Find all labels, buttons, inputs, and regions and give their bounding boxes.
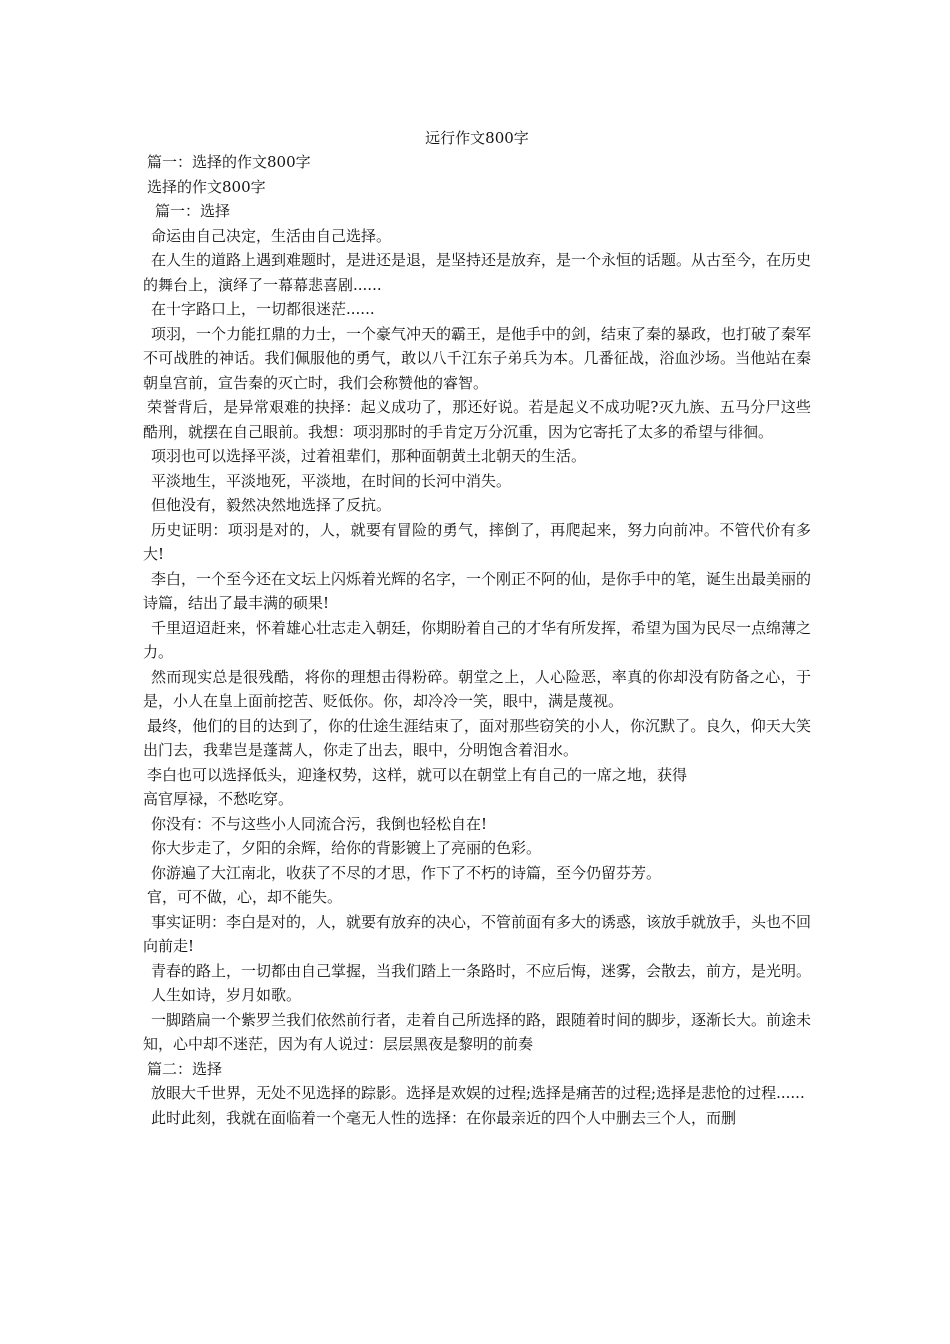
paragraph: 你没有：不与这些小人同流合污，我倒也轻松自在!	[151, 814, 488, 833]
paragraph: 青春的路上，一切都由自己掌握，当我们踏上一条路时，不应后悔，迷雾，会散去，前方，是光明。	[151, 961, 812, 980]
paragraph: 事实证明：李白是对的，人，就要有放弃的决心，不管前面有多大的诱惑，该放手就放手，头也不回向前走!	[143, 912, 812, 955]
paragraph: 你大步走了，夕阳的余辉，给你的背影镀上了亮丽的色彩。	[151, 839, 542, 857]
document-body	[143, 150, 811, 1130]
paragraph: 放眼大千世界，无处不见选择的踪影。选择是欢娱的过程;选择是痛苦的过程;选择是悲怆的过程......	[151, 1084, 805, 1102]
paragraph: 李白也可以选择低头，迎逢权势，这样，就可以在朝堂上有自己的一席之地，获得	[147, 765, 688, 784]
paragraph: 千里迢迢赶来，怀着雄心壮志走入朝廷，你期盼着自己的才华有所发挥，希望为国为民尽一点绵薄之力。	[143, 618, 812, 661]
paragraph: 篇二：选择	[147, 1059, 223, 1078]
paragraph: 在十字路口上，一切都很迷茫......	[151, 300, 375, 318]
paragraph: 此时此刻，我就在面临着一个毫无人性的选择：在你最亲近的四个人中删去三个人，而删	[151, 1108, 737, 1127]
document-title: 远行作文800字	[425, 129, 529, 147]
paragraph: 你游遍了大江南北，收获了不尽的才思，作下了不朽的诗篇，至今仍留芬芳。	[151, 863, 662, 882]
paragraph: 最终，他们的目的达到了，你的仕途生涯结束了，面对那些窃笑的小人，你沉默了。良久，仰天大笑出门去，我辈岂是蓬蒿人，你走了出去，眼中，分明饱含着泪水。	[143, 716, 811, 759]
paragraph: 命运由自己决定，生活由自己选择。	[151, 226, 392, 245]
paragraph: 选择的作文800字	[147, 177, 266, 196]
paragraph: 但他没有，毅然决然地选择了反抗。	[151, 496, 392, 514]
paragraph: 然而现实总是很残酷，将你的理想击得粉碎。朝堂之上，人心险恶，率真的你却没有防备之心，于是，小人在皇上面前挖苦、贬低你。你，却冷冷一笑，眼中，满是蔑视。	[143, 667, 811, 710]
paragraph: 篇一：选择	[155, 202, 231, 220]
paragraph: 项羽也可以选择平淡，过着祖辈们，那种面朝黄土北朝天的生活。	[151, 447, 587, 465]
paragraph: 官，可不做，心，却不能失。	[147, 888, 343, 906]
paragraph: 李白，一个至今还在文坛上闪烁着光辉的名字，一个刚正不阿的仙，是你手中的笔，诞生出最美丽的诗篇，结出了最丰满的硕果!	[143, 569, 812, 612]
paragraph: 荣誉背后，是异常艰难的抉择：起义成功了，那还好说。若是起义不成功呢?灭九族、五马分尸这些酷刑，就摆在自己眼前。我想：项羽那时的手肯定万分沉重，因为它寄托了太多的希望与徘徊。	[143, 398, 811, 441]
paragraph: 历史证明：项羽是对的，人，就要有冒险的勇气，摔倒了，再爬起来，努力向前冲。不管代价有多大!	[143, 520, 811, 563]
paragraph: 项羽，一个力能扛鼎的力士，一个豪气冲天的霸王，是他手中的剑，结束了秦的暴政，也打破了秦军不可战胜的神话。我们佩服他的勇气，敢以八千江东子弟兵为本。几番征战，浴血沙场。当他站在秦朝皇宫前，宣告秦的灭亡时，我们会称赞他的睿智。	[143, 324, 812, 392]
paragraph: 平淡地生，平淡地死，平淡地，在时间的长河中消失。	[151, 471, 512, 490]
paragraph: 高官厚禄，不愁吃穿。	[143, 790, 294, 808]
paragraph: 篇一：选择的作文800字	[147, 153, 311, 171]
paragraph: 人生如诗，岁月如歌。	[151, 986, 302, 1004]
paragraph: 在人生的道路上遇到难题时，是进还是退，是坚持还是放弃，是一个永恒的话题。从古至今，在历史的舞台上，演绎了一幕幕悲喜剧......	[143, 251, 812, 294]
paragraph: 一脚踏扁一个紫罗兰我们依然前行者，走着自己所选择的路，跟随着时间的脚步，逐渐长大。前途未知，心中却不迷茫，因为有人说过：层层黑夜是黎明的前奏	[143, 1010, 812, 1053]
